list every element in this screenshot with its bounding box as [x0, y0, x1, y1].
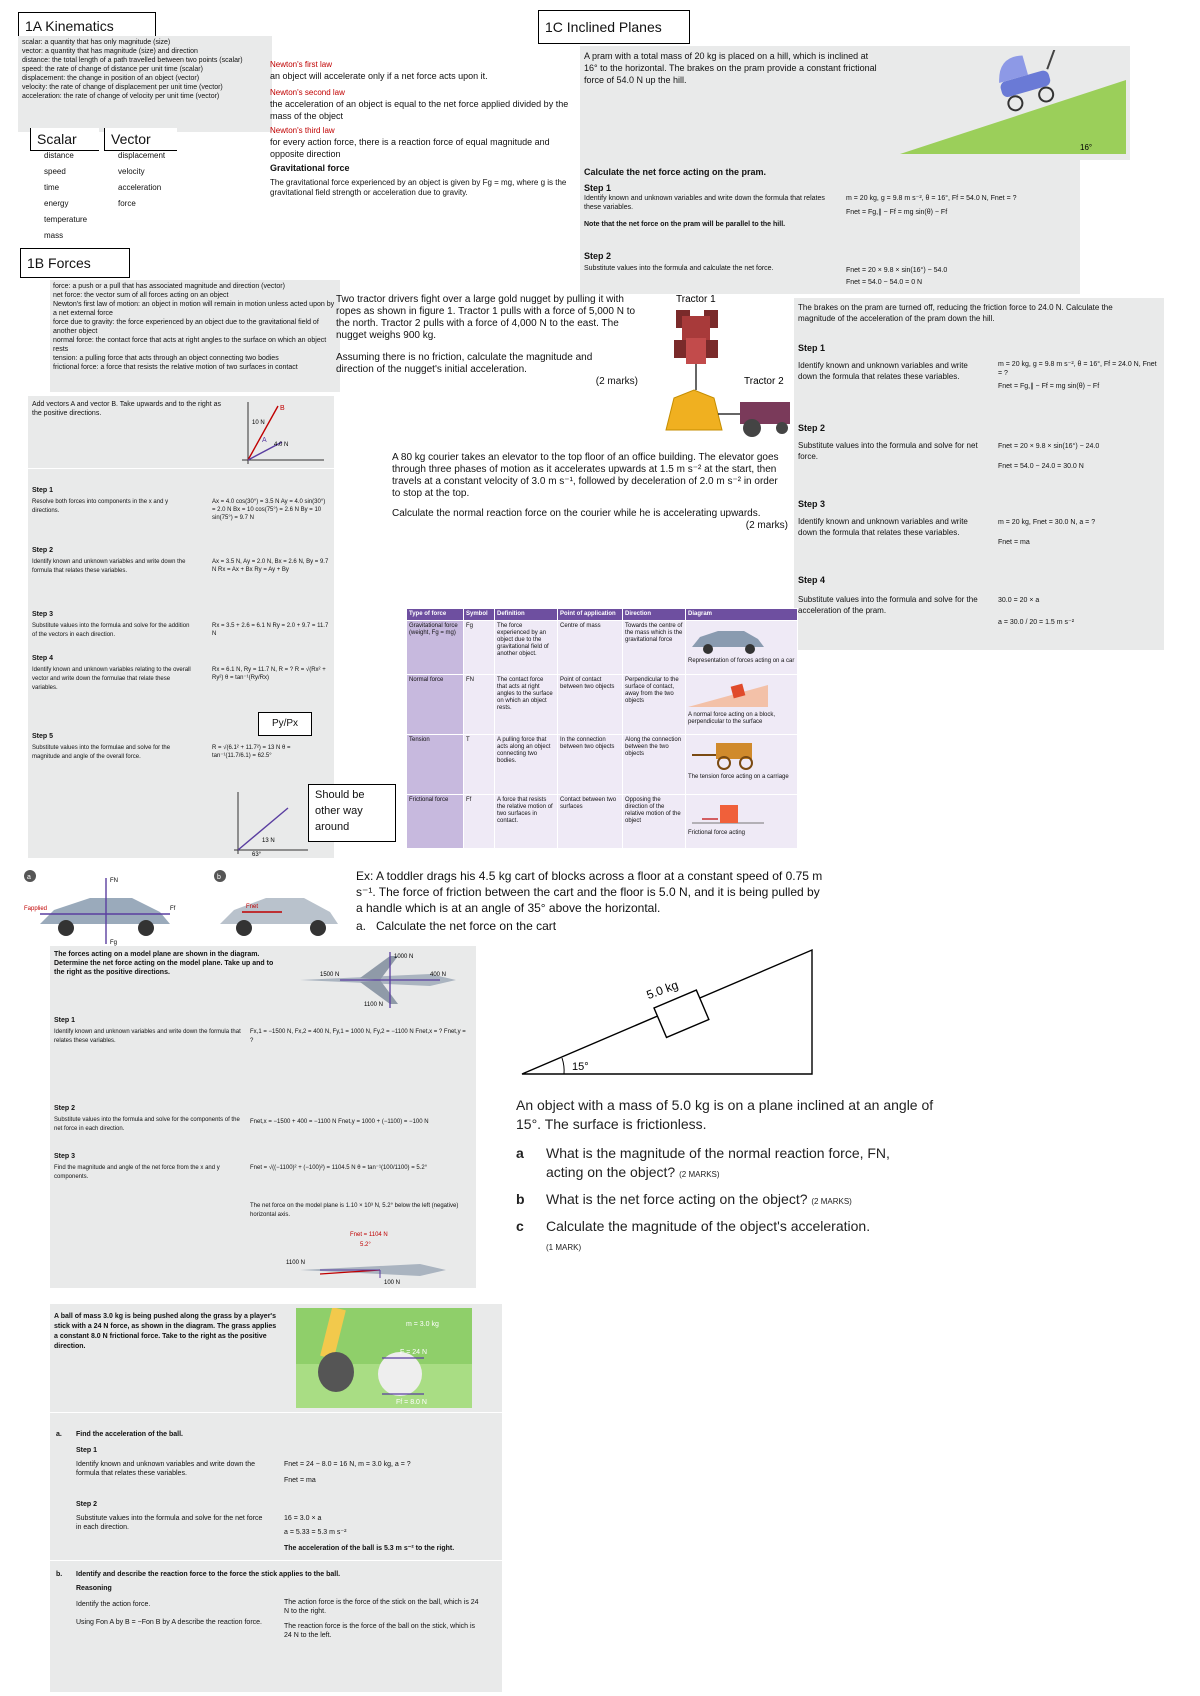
- brakes-step4-result: a = 30.0 / 20 = 1.5 m s⁻²: [998, 619, 1075, 626]
- vector-diagram: [238, 398, 328, 468]
- brakes-step1-title: Step 1: [798, 343, 826, 353]
- tractor-text: Two tractor drivers fight over a large gold nugget by pulling it with ropes as shown in figure 1. Tractor 1 pulls with a force of 5,000 N to the north. Tractor 2 pulls with a force of 4,000 N to the east. The nugget weighs 900 kg.: [336, 294, 636, 341]
- vector-step-desc: Identify known and unknown variables relating to the overall vector and write down the formulae that relate these variables.: [32, 667, 191, 691]
- table-header-row: [407, 609, 798, 621]
- vector-a-label: A: [262, 437, 267, 444]
- vector-step-vals: Rx = 6.1 N, Ry = 11.7 N, R = ? R = √(Rx² + Ry²) θ = tan⁻¹(Ry/Rx): [212, 667, 326, 681]
- scalar-item: distance: [44, 151, 74, 160]
- ball-step1-formula: Fnet = ma: [284, 1477, 316, 1484]
- courier-question: [392, 452, 788, 532]
- incline-c-marks: (1 MARK): [546, 1243, 582, 1252]
- vector-b-label: B: [280, 405, 285, 412]
- newton-first-title: Newton's first law: [270, 60, 332, 69]
- vector-step-title: Step 3: [32, 611, 54, 618]
- carriage-icon: [688, 737, 768, 771]
- table-header: Type of force: [407, 609, 464, 621]
- plane-up-label: 1000 N: [394, 954, 414, 960]
- brakes-step2-title: Step 2: [798, 423, 826, 433]
- incline-c-text: Calculate the magnitude of the object's acceleration. (1 MARK): [546, 1218, 871, 1252]
- brakes-step1-vals: m = 20 kg, g = 9.8 m s⁻², θ = 16°, Ff = 24.0 N, Fnet = ?: [998, 361, 1157, 377]
- definition-line: force: a push or a pull that has associated magnitude and direction (vector): [53, 283, 285, 290]
- table-cell: Ff: [464, 795, 495, 849]
- plane-step-vals: Fnet,x = −1500 + 400 = −1100 N Fnet,y = 1000 + (−1100) = −100 N: [250, 1119, 429, 1125]
- ball-step2-conclusion: The acceleration of the ball is 5.3 m s⁻² to the right.: [284, 1545, 455, 1552]
- table-caption: The tension force acting on a carriage: [688, 774, 789, 780]
- toddler-question: [356, 868, 826, 934]
- brakes-step3-text: Identify known and unknown variables and write down the formula that relates these variables.: [798, 517, 968, 537]
- fn-label: FN: [110, 878, 118, 884]
- car-diagram-b-label: b: [217, 874, 221, 881]
- table-row: [407, 795, 798, 849]
- table-cell: Normal force: [407, 675, 464, 735]
- pram-diagram: [900, 50, 1126, 154]
- table-header: Direction: [623, 609, 686, 621]
- courier-marks: (2 marks): [745, 520, 788, 531]
- vector-list: [118, 148, 188, 212]
- vector-step-title: Step 5: [32, 733, 54, 740]
- incline-angle-label: 15°: [572, 1061, 589, 1073]
- ball-step1-title: Step 1: [76, 1447, 98, 1454]
- incline-diagram: [516, 946, 816, 1080]
- plane-example: [50, 946, 476, 1288]
- table-cell: The force experienced by an object due to the gravitational field of another object.: [495, 621, 558, 675]
- brakes-step2-text: Substitute values into the formula and solve for net force.: [798, 441, 978, 461]
- pram-intro: A pram with a total mass of 20 kg is placed on a hill, which is inclined at 16° to the horizontal. The brakes on the pram provide a constant frictional force of 54.0 N up the hill.: [584, 51, 877, 85]
- ball-example: [50, 1304, 502, 1692]
- pram-step2-result: Fnet = 54.0 − 54.0 = 0 N: [846, 279, 923, 286]
- vector-step-desc: Identify known and unknown variables and write down the formula that relates these variables.: [32, 559, 186, 574]
- plane-resultant-diagram: [280, 1224, 470, 1286]
- definition-line: distance: the total length of a path travelled between two points (scalar): [22, 57, 243, 64]
- ball-step1-vals: Fnet = 24 − 8.0 = 16 N, m = 3.0 kg, a = ?: [284, 1461, 411, 1468]
- brakes-step1-text: Identify known and unknown variables and write down the formula that relates these variables.: [798, 361, 968, 381]
- vector-force1-label: 10 N: [252, 420, 265, 426]
- tractor2-label: Tractor 2: [744, 376, 784, 387]
- incline-a-marks: (2 MARKS): [679, 1170, 720, 1179]
- ball-step1-text: Identify known and unknown variables and write down the formula that relates these variables.: [76, 1461, 255, 1477]
- plane-step-title: Step 3: [54, 1153, 76, 1160]
- table-cell: T: [464, 735, 495, 795]
- table-caption: Representation of forces acting on a car: [688, 658, 795, 664]
- definition-line: velocity: the rate of change of displacement per unit time (vector): [22, 84, 223, 91]
- pram-step1-text: Identify known and unknown variables and write down the formula that relates these variables.: [584, 195, 825, 211]
- brakes-step3-title: Step 3: [798, 499, 826, 509]
- table-cell: In the connection between two objects: [558, 735, 623, 795]
- table-cell: Fg: [464, 621, 495, 675]
- plane-left-result-label: 1100 N: [286, 1260, 305, 1266]
- ball-step2-title: Step 2: [76, 1501, 98, 1508]
- force-types-table: [406, 608, 798, 849]
- newton-third: for every action force, there is a reaction force of equal magnitude and opposite direction: [270, 137, 550, 159]
- ball-step2-vals: 16 = 3.0 × a: [284, 1515, 322, 1522]
- brakes-step1-formula: Fnet = Fg,∥ − Ff = mg sin(θ) − Ff: [998, 383, 1100, 390]
- brakes-step4-vals: 30.0 = 20 × a: [998, 597, 1040, 604]
- ball-answer2: The reaction force is the force of the ball on the stick, which is 24 N to the left.: [284, 1623, 476, 1639]
- incline-intro: An object with a mass of 5.0 kg is on a plane inclined at an angle of 15°. The surface is frictionless.: [516, 1097, 934, 1132]
- toddler-a-text: Calculate the net force on the cart: [376, 919, 557, 933]
- courier-text: A 80 kg courier takes an elevator to the top floor of an office building. The elevator goes through three phases of motion as it accelerates upwards at 1.5 m s⁻² at the start, then travels at a constant velocity of 3.0 m s⁻¹, followed by deceleration of 2.0 m s⁻² in order to stop at the top.: [392, 452, 779, 499]
- forces-definitions: [50, 280, 340, 392]
- scalar-list: [44, 148, 104, 244]
- tractor-question-text: Assuming there is no friction, calculate the magnitude and direction of the nugget's initial acceleration.: [336, 352, 593, 375]
- scalar-heading: Scalar: [30, 128, 99, 151]
- table-cell: FN: [464, 675, 495, 735]
- scalar-item: mass: [44, 231, 64, 240]
- table-header: Diagram: [686, 609, 798, 621]
- pram-step2-vals: Fnet = 20 × 9.8 × sin(16°) − 54.0: [846, 267, 948, 274]
- ball-diagram: [296, 1308, 472, 1408]
- plane-step-desc: Find the magnitude and angle of the net force from the x and y components.: [54, 1165, 220, 1180]
- vector-step-title: Step 1: [32, 487, 54, 494]
- incline-a-letter: a: [516, 1145, 524, 1161]
- fapplied-label: Fapplied: [24, 906, 48, 912]
- tractor1-icon: [674, 310, 718, 364]
- plane-fnet-label: Fnet = 1104 N: [350, 1232, 388, 1238]
- ball-answer1: The action force is the force of the stick on the ball, which is 24 N to the right.: [284, 1599, 479, 1615]
- table-cell: Point of contact between two objects: [558, 675, 623, 735]
- table-row: [407, 675, 798, 735]
- pram-question: Calculate the net force acting on the pram.: [584, 167, 767, 177]
- incline-b-letter: b: [516, 1191, 525, 1207]
- friction-block-icon: [688, 797, 768, 827]
- incline-a-text: What is the magnitude of the normal reaction force, FN, acting on the object? (2 MARKS): [546, 1145, 890, 1180]
- brakes-step2-result: Fnet = 54.0 − 24.0 = 30.0 N: [998, 463, 1084, 470]
- table-cell: A force that resists the relative motion of two surfaces in contact.: [495, 795, 558, 849]
- table-cell: Frictional force: [407, 795, 464, 849]
- table-row: [407, 621, 798, 675]
- vector-intro: Add vectors A and vector B. Take upwards and to the right as the positive directions.: [32, 401, 221, 417]
- ball-a-letter: a.: [56, 1431, 62, 1438]
- tractor2-icon: [740, 402, 790, 437]
- tractor-marks: (2 marks): [595, 376, 638, 387]
- definition-line: acceleration: the rate of change of velocity per unit time (vector): [22, 93, 220, 100]
- fnet-label: Fnet: [246, 904, 259, 910]
- table-cell: A pulling force that acts along an object connecting two bodies.: [495, 735, 558, 795]
- ball-b-text: Identify and describe the reaction force to the force the stick applies to the ball.: [76, 1571, 341, 1578]
- table-cell: Contact between two surfaces: [558, 795, 623, 849]
- plane-right-label: 400 N: [430, 972, 447, 978]
- vector-step-desc: Substitute values into the formula and solve for the addition of the vectors in each direction.: [32, 623, 190, 638]
- vector-addition-panel: [28, 396, 334, 858]
- definition-line: frictional force: a force that resists the relative motion of two surfaces in contact: [53, 364, 298, 371]
- plane-down-result-label: 100 N: [384, 1280, 401, 1286]
- courier-question-text: Calculate the normal reaction force on the courier while he is accelerating upwards.: [392, 508, 761, 519]
- scalar-item: time: [44, 183, 60, 192]
- incline-b-text: What is the net force acting on the object? (2 MARKS): [546, 1191, 852, 1207]
- pram-solution: [580, 160, 1080, 294]
- pram-brakes-solution: [794, 298, 1164, 650]
- definition-line: tension: a pulling force that acts through an object connecting two bodies: [53, 355, 279, 362]
- table-cell: Along the connection between the two objects: [623, 735, 686, 795]
- plane-angle-label: 5.2°: [360, 1242, 371, 1248]
- ball-intro: A ball of mass 3.0 kg is being pushed along the grass by a player's stick with a 24 N force, as shown in the diagram. The grass applies a constant 8.0 N frictional force. Take to the right as the positive direction.: [54, 1313, 277, 1350]
- ball-step2-text: Substitute values into the formula and solve for the net force in each direction.: [76, 1515, 263, 1531]
- plane-left-label: 1500 N: [320, 972, 340, 978]
- brakes-step3-vals: m = 20 kg, Fnet = 30.0 N, a = ?: [998, 519, 1096, 526]
- vector-item: displacement: [118, 151, 166, 160]
- plane-down-label: 1100 N: [364, 1002, 383, 1008]
- brakes-intro: The brakes on the pram are turned off, reducing the friction force to 24.0 N. Calculate the magnitude of the acceleration of the pram down the hill.: [798, 303, 1113, 323]
- table-header: Symbol: [464, 609, 495, 621]
- vector-step-vals: R = √(6.1² + 11.7²) = 13 N θ = tan⁻¹(11.7/6.1) = 62.5°: [212, 745, 291, 759]
- brakes-step2-vals: Fnet = 20 × 9.8 × sin(16°) − 24.0: [998, 443, 1100, 450]
- block-on-slope-icon: [688, 677, 768, 709]
- ball-reasoning-title: Reasoning: [76, 1585, 112, 1592]
- scalar-item: temperature: [44, 215, 88, 224]
- table-caption: Frictional force acting: [688, 830, 746, 836]
- table-cell: [686, 795, 798, 849]
- incline-mass-label: 5.0 kg: [644, 977, 681, 1003]
- ball-mass-label: m = 3.0 kg: [406, 1321, 439, 1328]
- resultant-angle-label: 63°: [252, 852, 262, 858]
- pram-step2-text: Substitute values into the formula and calculate the net force.: [584, 265, 774, 272]
- definition-line: normal force: the contact force that acts at right angles to the surface on which an object rests: [53, 337, 327, 353]
- newton-second-title: Newton's second law: [270, 88, 345, 97]
- table-cell: Towards the centre of the mass which is the gravitational force: [623, 621, 686, 675]
- table-header: Point of application: [558, 609, 623, 621]
- table-cell: Opposing the direction of the relative motion of the object: [623, 795, 686, 849]
- plane-step-title: Step 2: [54, 1105, 76, 1112]
- kinematics-heading: 1A Kinematics: [18, 12, 156, 40]
- newton-second: the acceleration of an object is equal to the net force applied divided by the mass of the object: [270, 99, 569, 121]
- ball-b-letter: b.: [56, 1571, 63, 1578]
- tractor1-label: Tractor 1: [676, 294, 716, 305]
- toddler-text: Ex: A toddler drags his 4.5 kg cart of blocks across a floor at a constant speed of 0.75 m s⁻¹. The force of friction between the cart and the floor is 5.0 N, and it is being pulled by a handle which is at an angle of 35° above the horizontal.: [356, 869, 823, 915]
- vector-item: velocity: [118, 167, 145, 176]
- vector-item: force: [118, 199, 136, 208]
- vector-force2-label: 4.0 N: [274, 442, 289, 448]
- table-row: [407, 735, 798, 795]
- vector-step-vals: Rx = 3.5 + 2.6 = 6.1 N Ry = 2.0 + 9.7 = 11.7 N: [212, 623, 329, 637]
- fg-label: Fg: [110, 940, 118, 946]
- definition-line: speed: the rate of change of distance per unit time (scalar): [22, 66, 203, 73]
- gravitational-text: The gravitational force experienced by an object is given by Fg = mg, where g is the gravitational field strength or acceleration due to gravity.: [270, 178, 567, 197]
- pypx-annotation: Py/Px: [258, 712, 312, 736]
- plane-conclusion: The net force on the model plane is 1.10 × 10³ N, 5.2° below the left (negative) horizontal axis.: [250, 1203, 459, 1218]
- plane-step-title: Step 1: [54, 1017, 76, 1024]
- plane-diagram: [280, 950, 470, 1010]
- pram-angle-label: 16°: [1080, 143, 1093, 152]
- definition-line: vector: a quantity that has magnitude (size) and direction: [22, 48, 198, 55]
- table-cell: Centre of mass: [558, 621, 623, 675]
- should-be-annotation: Should be other way around: [308, 784, 396, 842]
- vector-step-vals: Ax = 3.5 N, Ay = 2.0 N, Bx = 2.6 N, By = 9.7 N Rx = Ax + Bx Ry = Ay + By: [212, 559, 329, 573]
- gold-nugget-icon: [666, 390, 722, 430]
- toddler-a-letter: a.: [356, 919, 367, 933]
- brakes-step4-text: Substitute values into the formula and solve for the acceleration of the pram.: [798, 595, 978, 615]
- pram-note: Note that the net force on the pram will be parallel to the hill.: [584, 221, 786, 228]
- scalar-item: speed: [44, 167, 66, 176]
- pram-step2-title: Step 2: [584, 251, 612, 261]
- table-cell: Perpendicular to the surface of contact, away from the two objects: [623, 675, 686, 735]
- table-cell: [686, 675, 798, 735]
- table-header: Definition: [495, 609, 558, 621]
- newton-third-title: Newton's third law: [270, 126, 335, 135]
- ff-label: Ff: [170, 906, 176, 912]
- plane-intro: The forces acting on a model plane are shown in the diagram. Determine the net force acting on the model plane. Take up and to the right as the positive directions.: [54, 951, 274, 976]
- ball-a-text: Find the acceleration of the ball.: [76, 1431, 183, 1438]
- pram-step1-title: Step 1: [584, 183, 612, 193]
- definition-line: net force: the vector sum of all forces acting on an object: [53, 292, 229, 299]
- plane-step-desc: Identify known and unknown variables and write down the formula that relates these variables.: [54, 1029, 241, 1044]
- ball-force-label: F = 24 N: [400, 1349, 428, 1356]
- car-icon: [688, 623, 768, 655]
- table-caption: A normal force acting on a block, perpendicular to the surface: [688, 712, 776, 725]
- table-cell: [686, 621, 798, 675]
- ball-reason1: Identify the action force.: [76, 1601, 151, 1608]
- tractor-question: [336, 294, 648, 388]
- definition-line: displacement: the change in position of an object (vector): [22, 75, 200, 82]
- vector-item: acceleration: [118, 183, 162, 192]
- definition-line: scalar: a quantity that has only magnitude (size): [22, 39, 171, 46]
- incline-question: [516, 1096, 936, 1257]
- ball-step2-result: a = 5.33 = 5.3 m s⁻²: [284, 1529, 347, 1536]
- table-cell: [686, 735, 798, 795]
- kinematics-definitions: [18, 36, 272, 132]
- newton-laws: [270, 60, 582, 198]
- plane-step-vals: Fnet = √((−1100)² + (−100)²) = 1104.5 N θ = tan⁻¹(100/1100) = 5.2°: [250, 1165, 428, 1171]
- scalar-item: energy: [44, 199, 69, 208]
- vector-step-title: Step 2: [32, 547, 54, 554]
- car-diagram-a-label: a: [27, 874, 31, 881]
- ball-friction-label: Ff = 8.0 N: [396, 1399, 427, 1406]
- ball-reason2: Using Fon A by B = −Fon B by A describe the reaction force.: [76, 1619, 262, 1626]
- pram-step1-formula: Fnet = Fg,∥ − Ff = mg sin(θ) − Ff: [846, 209, 948, 216]
- gravitational-title: Gravitational force: [270, 163, 350, 173]
- newton-first: an object will accelerate only if a net force acts upon it.: [270, 71, 488, 81]
- tractor-diagram: [660, 294, 800, 444]
- brakes-step4-title: Step 4: [798, 575, 826, 585]
- incline-c-letter: c: [516, 1218, 524, 1234]
- plane-step-vals: Fx,1 = −1500 N, Fx,2 = 400 N, Fy,1 = 1000 N, Fy,2 = −1100 N Fnet,x = ? Fnet,y = ?: [250, 1029, 466, 1044]
- table-cell: Tension: [407, 735, 464, 795]
- incline-b-marks: (2 MARKS): [811, 1197, 852, 1206]
- vector-step-vals: Ax = 4.0 cos(30°) = 3.5 N Ay = 4.0 sin(30°) = 2.0 N Bx = 10 cos(75°) = 2.6 N By = 10 sin(75°) = 9.7 N: [212, 499, 326, 521]
- forces-heading: 1B Forces: [20, 248, 130, 278]
- definition-line: force due to gravity: the force experienced by an object due to the gravitational field of another object: [53, 319, 319, 335]
- plane-step-desc: Substitute values into the formula and solve for the components of the net force in each direction.: [54, 1117, 240, 1132]
- pram-example: [580, 46, 1130, 160]
- definition-line: Newton's first law of motion: an object in motion will remain in motion unless acted upon by a net external force: [53, 301, 335, 317]
- car-forces-diagram: [20, 868, 350, 948]
- table-cell: Gravitational force (weight, Fg = mg): [407, 621, 464, 675]
- pram-step1-vals: m = 20 kg, g = 9.8 m s⁻², θ = 16°, Ff = 54.0 N, Fnet = ?: [846, 195, 1017, 202]
- inclined-heading: 1C Inclined Planes: [538, 10, 690, 44]
- vector-step-title: Step 4: [32, 655, 54, 662]
- vector-step-desc: Resolve both forces into components in the x and y directions.: [32, 499, 169, 514]
- brakes-step3-formula: Fnet = ma: [998, 539, 1030, 546]
- table-cell: The contact force that acts at right angles to the surface on which an object rests.: [495, 675, 558, 735]
- resultant-label: 13 N: [262, 838, 275, 844]
- vector-step-desc: Substitute values into the formulae and solve for the magnitude and angle of the overall force.: [32, 745, 171, 760]
- vector-heading: Vector: [104, 128, 177, 151]
